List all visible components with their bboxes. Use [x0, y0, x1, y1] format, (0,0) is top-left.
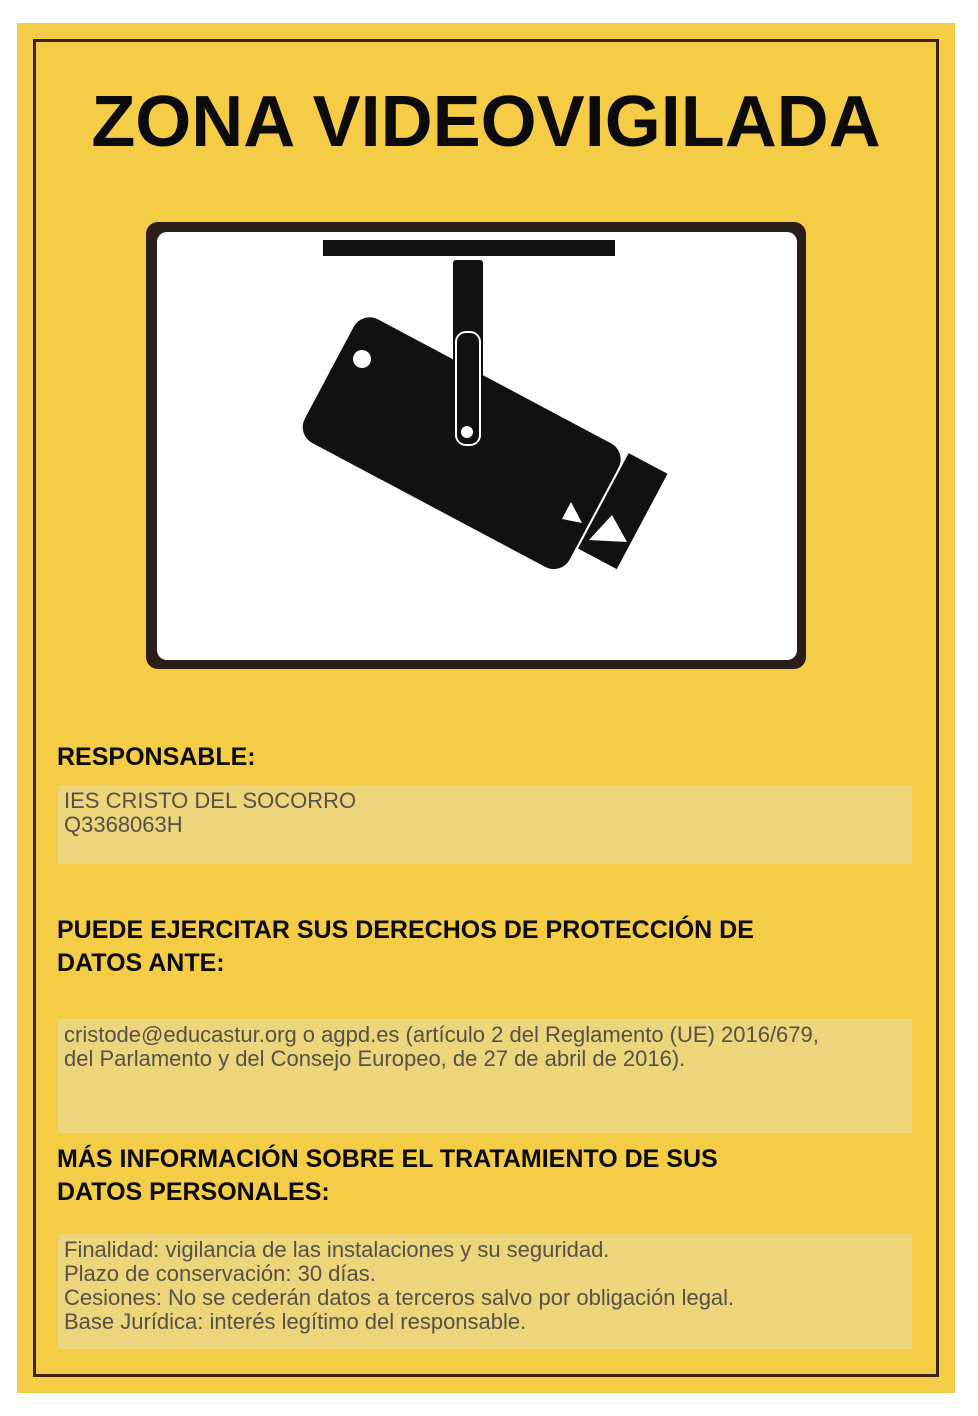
informacion-base-juridica: Base Jurídica: interés legítimo del responsable. — [64, 1309, 527, 1334]
derechos-line-2: del Parlamento y del Consejo Europeo, de 27 de abril de 2016). — [64, 1046, 686, 1071]
camera-pictogram-box — [146, 222, 806, 669]
cctv-camera-icon — [157, 232, 797, 660]
derechos-line-1: cristode@educastur.org o agpd.es (artículo 2 del Reglamento (UE) 2016/679, — [64, 1022, 819, 1047]
responsable-heading: RESPONSABLE: — [57, 743, 256, 771]
informacion-plazo: Plazo de conservación: 30 días. — [64, 1261, 376, 1286]
responsable-cif: Q3368063H — [64, 812, 183, 837]
informacion-cesiones: Cesiones: No se cederán datos a terceros salvo por obligación legal. — [64, 1285, 735, 1310]
videovigilancia-sign — [17, 23, 955, 1393]
derechos-box — [58, 1019, 912, 1133]
responsable-name: IES CRISTO DEL SOCORRO — [64, 788, 357, 813]
derechos-heading: PUEDE EJERCITAR SUS DERECHOS DE PROTECCIÓN DE DATOS ANTE: — [57, 916, 754, 977]
camera-pivot — [460, 425, 474, 439]
camera-indicator-light — [353, 350, 371, 368]
responsable-box — [58, 785, 912, 864]
informacion-finalidad: Finalidad: vigilancia de las instalaciones y su seguridad. — [64, 1237, 610, 1262]
informacion-box — [58, 1234, 912, 1349]
camera-ceiling-bar — [323, 240, 615, 256]
informacion-heading: MÁS INFORMACIÓN SOBRE EL TRATAMIENTO DE SUS DATOS PERSONALES: — [57, 1145, 718, 1206]
sign-title: ZONA VIDEOVIGILADA — [91, 82, 881, 162]
camera-pictogram-panel — [157, 232, 797, 660]
